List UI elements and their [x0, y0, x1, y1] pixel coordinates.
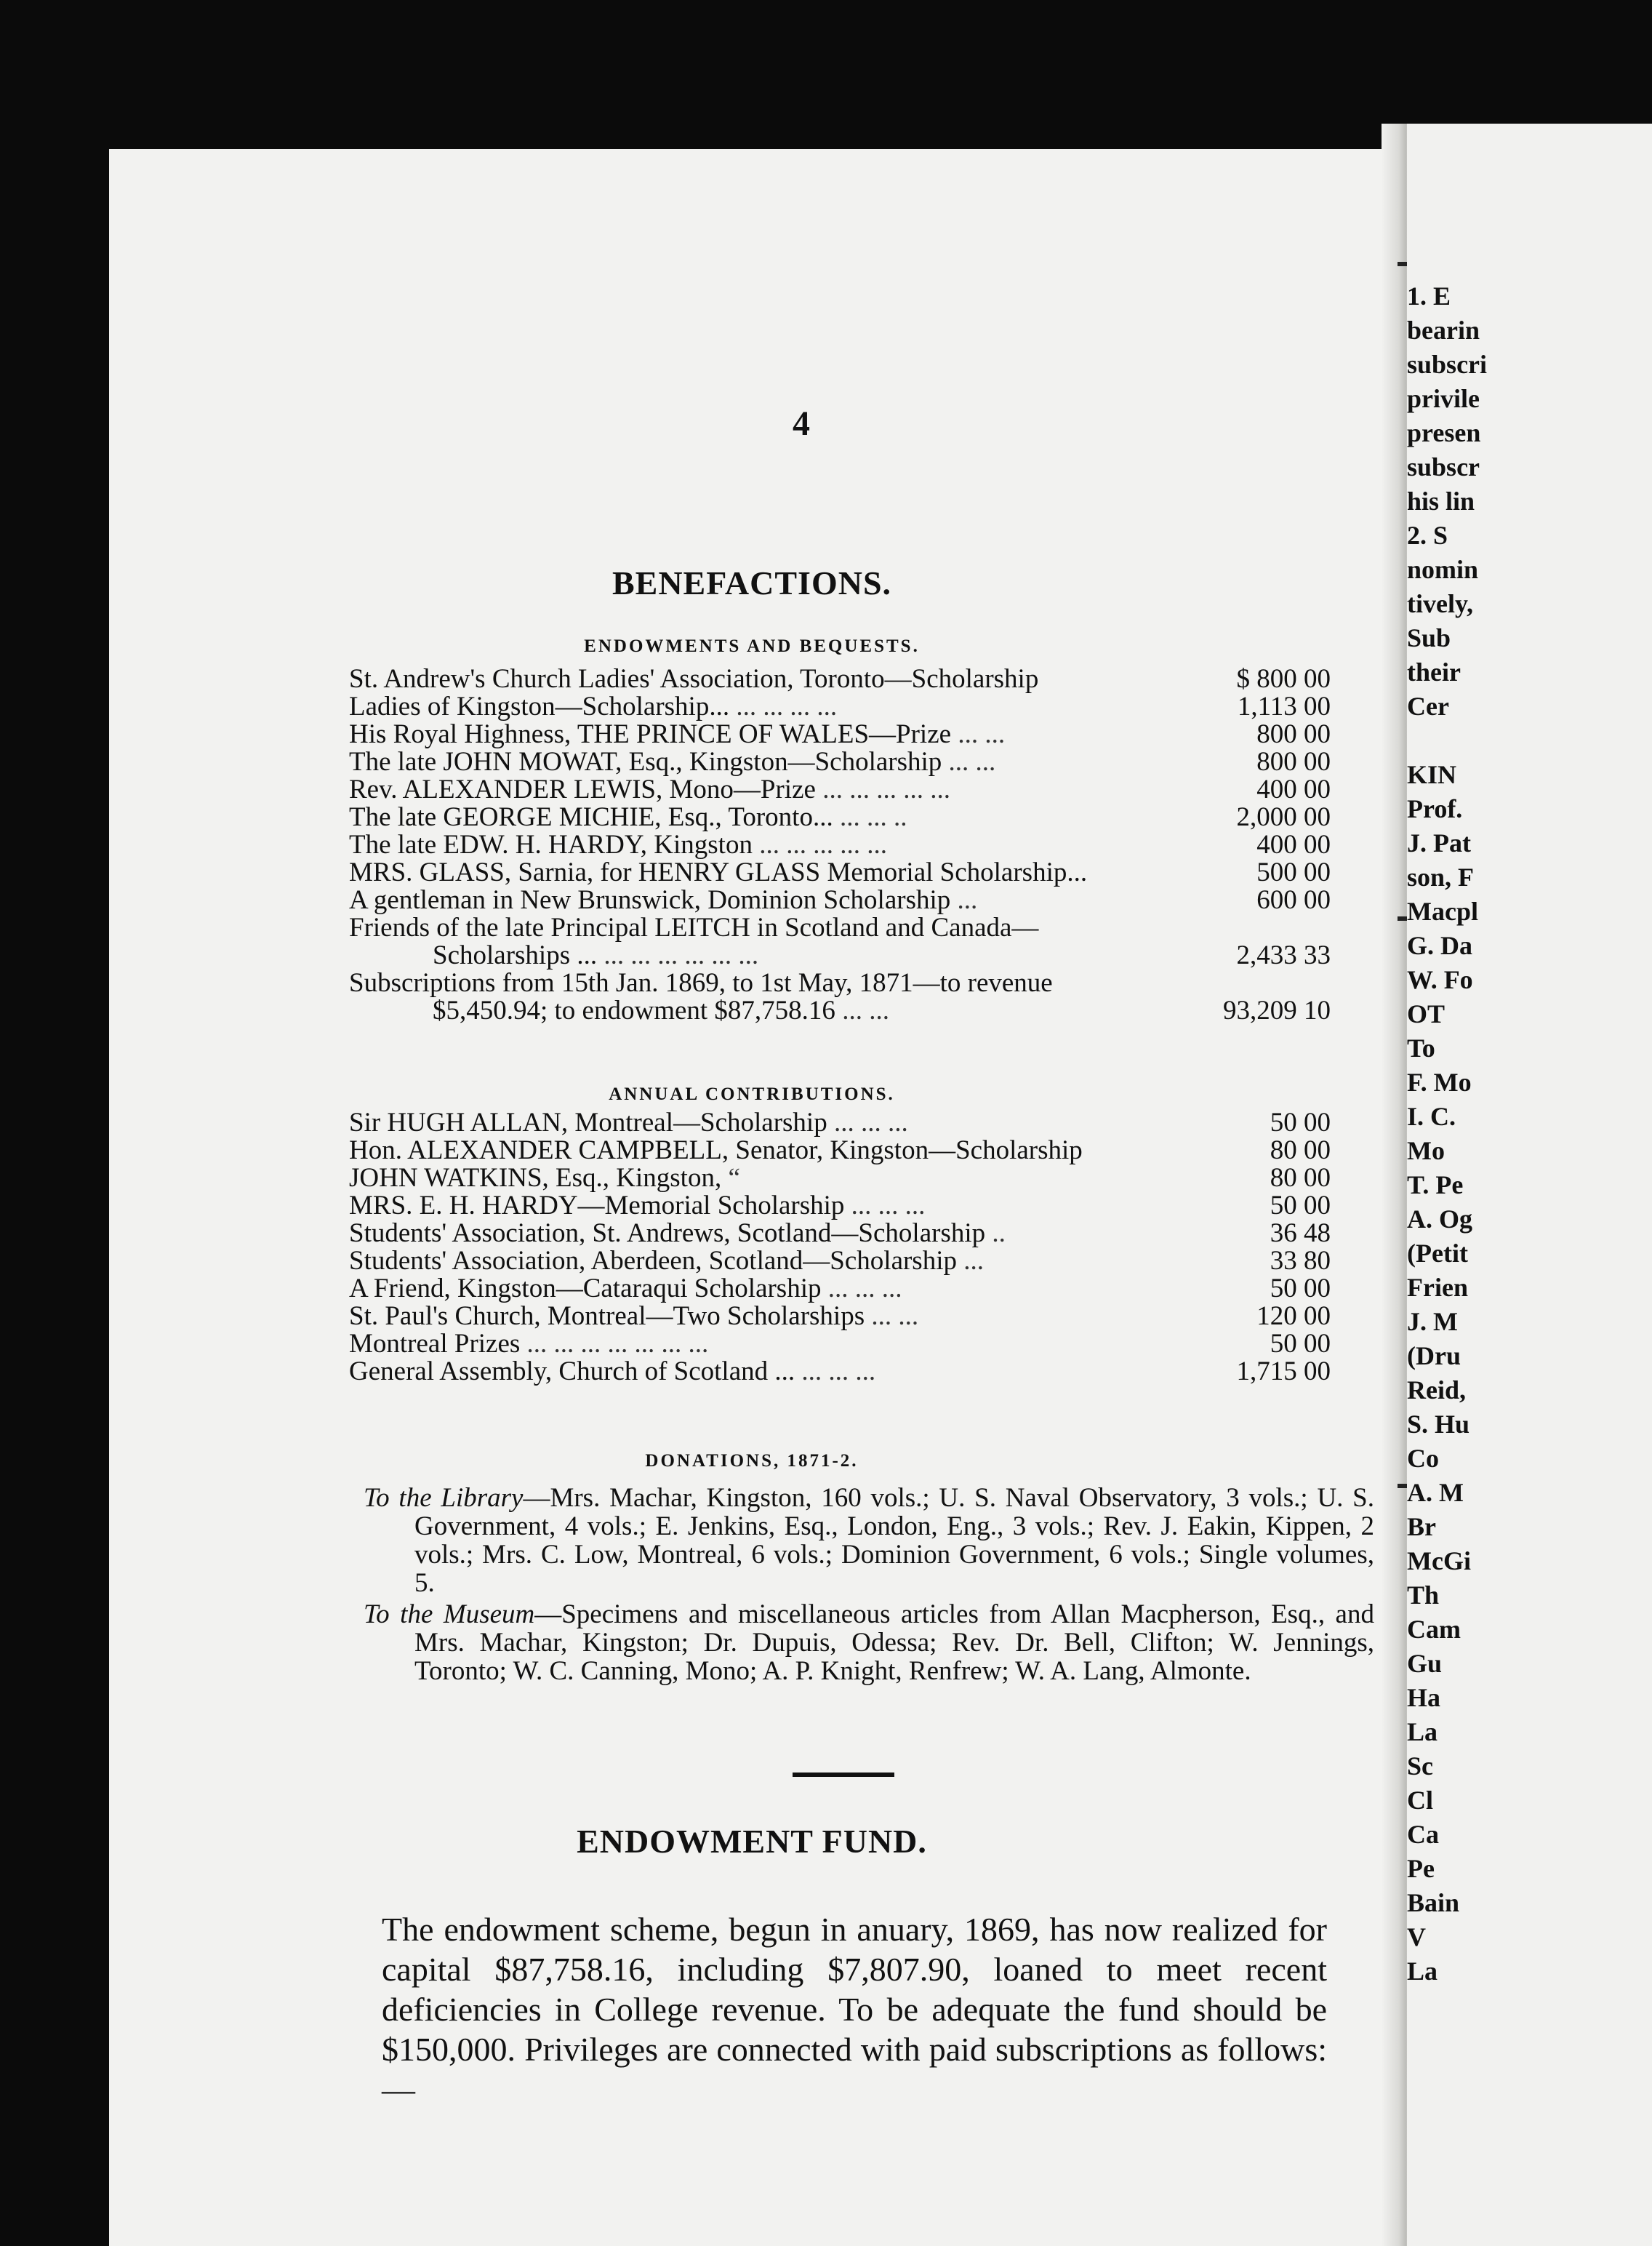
ledger-amount: 120 00 — [1256, 1301, 1331, 1331]
ledger-label: St. Paul's Church, Montreal—Two Scholarships ... ... — [349, 1303, 919, 1330]
facing-page-line: Sc — [1407, 1751, 1433, 1781]
donation-library — [364, 1484, 1374, 1597]
facing-page-line: A. M — [1407, 1478, 1464, 1507]
ledger-leader-dots: ... ... ... — [821, 1275, 902, 1303]
ledger-leader-dots: ... — [950, 887, 978, 914]
ledger-amount: $ 800 00 — [1236, 664, 1331, 694]
facing-page-line: La — [1407, 1717, 1438, 1746]
ledger-leader-dots: ... ... ... ... — [729, 693, 838, 721]
facing-page-line: F. Mo — [1407, 1068, 1472, 1097]
facing-page-line: Gu — [1407, 1649, 1443, 1678]
ledger-label: A gentleman in New Brunswick, Dominion Scholarship ... — [349, 887, 978, 914]
ledger-amount: 80 00 — [1270, 1135, 1331, 1165]
ledger-amount: 93,209 10 — [1223, 996, 1331, 1026]
ledger-label: St. Andrew's Church Ladies' Association, Toronto—Scholarship — [349, 666, 1039, 693]
facing-page-line: To — [1407, 1034, 1435, 1063]
ledger-amount: 800 00 — [1256, 747, 1331, 777]
ledger-row — [349, 914, 1331, 942]
ledger-label: Friends of the late Principal LEITCH in Scotland and Canada— — [349, 914, 1039, 942]
ledger-amount: 50 00 — [1270, 1191, 1331, 1220]
ledger-leader-dots: ... ... — [942, 748, 996, 776]
facing-page-line: KIN — [1407, 760, 1457, 789]
ledger-leader-dots: ... ... ... ... ... ... — [597, 942, 759, 970]
facing-page-line: W. Fo — [1407, 965, 1473, 994]
ledger-label: Sir HUGH ALLAN, Montreal—Scholarship ... ... ... — [349, 1109, 908, 1137]
ledger-amount: 50 00 — [1270, 1329, 1331, 1359]
facing-page-line: J. M — [1407, 1307, 1458, 1336]
ledger-row — [349, 1275, 1331, 1303]
facing-page-line: nomin — [1407, 555, 1479, 584]
ledger-row — [349, 1330, 1331, 1358]
facing-page-line: Macpl — [1407, 897, 1478, 926]
facing-page-line: Br — [1407, 1512, 1436, 1541]
ledger-leader-dots: ... ... — [865, 1303, 919, 1330]
facing-page-line: their — [1407, 658, 1461, 687]
ledger-leader-dots: .. — [985, 1220, 1006, 1247]
ledger-row — [349, 748, 1331, 776]
ledger-label: Ladies of Kingston—Scholarship... ... ... ... ... — [349, 693, 838, 721]
ledger-label: Montreal Prizes ... ... ... ... ... ... ... — [349, 1330, 709, 1358]
ledger-leader-dots: ... ... ... — [795, 1358, 876, 1386]
ledger-amount: 33 80 — [1270, 1246, 1331, 1276]
ledger-amount: 1,715 00 — [1236, 1356, 1331, 1386]
facing-page-line: J. Pat — [1407, 828, 1471, 858]
facing-page-line: McGi — [1407, 1546, 1471, 1575]
facing-page-line: Prof. — [1407, 794, 1463, 823]
facing-page-line: Cam — [1407, 1615, 1461, 1644]
ledger-row — [349, 1303, 1331, 1330]
facing-page-line: Pe — [1407, 1854, 1435, 1883]
ledger-row — [349, 887, 1331, 914]
ledger-row — [349, 1220, 1331, 1247]
ledger-row — [349, 804, 1331, 831]
ledger-leader-dots: ... ... ... ... ... ... ... — [520, 1330, 709, 1358]
donation-lead: To the Library — [364, 1483, 524, 1513]
ledger-leader-dots: ... ... ... — [827, 1109, 908, 1137]
ledger-label: Students' Association, St. Andrews, Scotland—Scholarship .. — [349, 1220, 1006, 1247]
facing-page — [1407, 124, 1652, 2246]
ledger-row — [349, 831, 1331, 859]
facing-page-line: subscri — [1407, 350, 1488, 379]
ledger-row — [349, 1247, 1331, 1275]
facing-page-line: Frien — [1407, 1273, 1468, 1302]
ledger-label: JOHN WATKINS, Esq., Kingston, “ — [349, 1164, 740, 1192]
ledger-leader-dots: ... ... .. — [833, 804, 907, 831]
facing-page-line: V — [1407, 1922, 1426, 1951]
section-divider — [793, 1773, 894, 1777]
facing-page-line: T. Pe — [1407, 1170, 1464, 1199]
facing-page-line: Th — [1407, 1580, 1440, 1610]
donation-text: —Specimens and miscellaneous articles from Allan Macpherson, Esq., and Mrs. Machar, Kingston; Dr. Dupuis, Odessa; Rev. Dr. Bell, Clifton; W. Jennings, Toronto; W. C. Canning, Mono; A. P. Knight, Renfrew; W. A. Lang, Almonte. — [414, 1599, 1374, 1686]
ledger-label: Hon. ALEXANDER CAMPBELL, Senator, Kingston—Scholarship — [349, 1137, 1083, 1164]
facing-page-line: privile — [1407, 384, 1480, 413]
ledger-leader-dots: ... ... ... ... ... — [815, 776, 950, 804]
facing-page-line: his lin — [1407, 487, 1475, 516]
ledger-row — [349, 970, 1331, 997]
ledger-leader-dots: ... ... — [835, 997, 889, 1025]
ledger-label: The late JOHN MOWAT, Esq., Kingston—Scholarship ... ... — [349, 748, 996, 776]
facing-page-line: Reid, — [1407, 1375, 1466, 1404]
ledger-row — [349, 942, 1331, 970]
ledger-row — [349, 693, 1331, 721]
ledger-amount: 400 00 — [1256, 775, 1331, 804]
ledger-row — [349, 1192, 1331, 1220]
ledger-leader-dots: ... ... ... — [844, 1192, 926, 1220]
left-page — [109, 149, 1395, 2246]
ledger-row — [349, 1164, 1331, 1192]
facing-page-line: Bain — [1407, 1888, 1460, 1917]
ledger-amount: 800 00 — [1256, 719, 1331, 749]
ledger-amount: 50 00 — [1270, 1108, 1331, 1138]
facing-page-line: La — [1407, 1957, 1438, 1986]
facing-page-line: Co — [1407, 1444, 1439, 1473]
facing-page-line: Ca — [1407, 1820, 1439, 1849]
ledger-amount: 1,113 00 — [1237, 692, 1331, 722]
ledger-label: Students' Association, Aberdeen, Scotland—Scholarship ... — [349, 1247, 984, 1275]
ledger-row — [349, 776, 1331, 804]
facing-page-line: I. C. — [1407, 1102, 1456, 1131]
facing-page-line: Ha — [1407, 1683, 1441, 1712]
ledger-row — [349, 721, 1331, 748]
ledger-label: The late EDW. H. HARDY, Kingston ... ... ... ... ... — [349, 831, 887, 859]
donation-museum — [364, 1600, 1374, 1685]
ledger-amount: 80 00 — [1270, 1163, 1331, 1193]
donation-text: —Mrs. Machar, Kingston, 160 vols.; U. S. Naval Observatory, 3 vols.; U. S. Government, 4 vols.; E. Jenkins, Esq., London, Eng., 3 vols.; Rev. J. Eakin, Kippen, 2 vols.; Mrs. C. Low, Montreal, 6 vols.; Dominion Government, 6 vols.; Single volumes, 5. — [414, 1483, 1374, 1598]
ledger-label: MRS. E. H. HARDY—Memorial Scholarship ... ... ... — [349, 1192, 926, 1220]
facing-page-line: 2. S — [1407, 521, 1448, 550]
ledger-row — [349, 997, 1331, 1025]
donations-subheading: DONATIONS, 1871-2. — [645, 1451, 859, 1471]
ledger-label: The late GEORGE MICHIE, Esq., Toronto... ... ... .. — [349, 804, 907, 831]
ledger-label: Rev. ALEXANDER LEWIS, Mono—Prize ... ... ... ... ... — [349, 776, 950, 804]
facing-page-line: 1. E — [1407, 281, 1451, 311]
ledger-label: MRS. GLASS, Sarnia, for HENRY GLASS Memorial Scholarship... — [349, 859, 1088, 887]
ledger-amount: 500 00 — [1256, 858, 1331, 887]
facing-page-line: son, F — [1407, 863, 1475, 892]
ledger-label: His Royal Highness, THE PRINCE OF WALES—Prize ... ... — [349, 721, 1006, 748]
benefactions-heading: BENEFACTIONS. — [612, 564, 892, 602]
facing-page-line: Cer — [1407, 692, 1449, 721]
facing-page-line: Sub — [1407, 623, 1451, 652]
facing-page-line: presen — [1407, 418, 1481, 447]
ledger-row — [349, 1358, 1331, 1386]
ledger-amount: 2,000 00 — [1236, 802, 1331, 832]
ledger-row — [349, 1137, 1331, 1164]
ledger-label: A Friend, Kingston—Cataraqui Scholarship ... ... ... — [349, 1275, 902, 1303]
ledger-label: Scholarships ... ... ... ... ... ... ... — [433, 942, 759, 970]
ledger-amount: 400 00 — [1256, 830, 1331, 860]
ledger-leader-dots: “ — [721, 1164, 740, 1192]
endowments-subheading: ENDOWMENTS AND BEQUESTS. — [584, 636, 920, 656]
facing-page-line: Cl — [1407, 1786, 1433, 1815]
facing-page-line: tively, — [1407, 589, 1473, 618]
ledger-row — [349, 1109, 1331, 1137]
ledger-label: General Assembly, Church of Scotland ... ... ... ... — [349, 1358, 876, 1386]
ledger-leader-dots: ... — [957, 1247, 984, 1275]
endowment-fund-paragraph: The endowment scheme, begun in anuary, 1869, has now realized for capital $87,758.16, including $7,807.90, loaned to meet recent deficiencies in College revenue. To be adequate the fund should be $150,000. Privileges are connected with paid subscriptions as follows:— — [382, 1911, 1327, 2108]
ledger-amount: 36 48 — [1270, 1218, 1331, 1248]
ledger-amount: 600 00 — [1256, 885, 1331, 915]
ledger-amount: 2,433 33 — [1236, 940, 1331, 970]
endowments-list — [349, 666, 1331, 1025]
facing-page-text — [1407, 280, 1652, 1989]
page-number: 4 — [793, 404, 810, 443]
facing-page-line: Mo — [1407, 1136, 1445, 1165]
ledger-label: $5,450.94; to endowment $87,758.16 ... ... — [433, 997, 889, 1025]
facing-page-line: OT — [1407, 999, 1446, 1028]
facing-page-line: G. Da — [1407, 931, 1472, 960]
donation-lead: To the Museum — [364, 1599, 535, 1629]
facing-page-line: subscr — [1407, 452, 1480, 481]
annual-subheading: ANNUAL CONTRIBUTIONS. — [609, 1084, 895, 1104]
facing-page-line: bearin — [1407, 316, 1480, 345]
ledger-label: Subscriptions from 15th Jan. 1869, to 1st May, 1871—to revenue — [349, 970, 1053, 997]
facing-page-line: (Dru — [1407, 1341, 1461, 1370]
ledger-leader-dots: ... ... ... ... ... — [752, 831, 887, 859]
ledger-row — [349, 666, 1331, 693]
ledger-amount: 50 00 — [1270, 1274, 1331, 1303]
ledger-leader-dots: ... ... — [951, 721, 1006, 748]
facing-page-line — [1407, 724, 1652, 759]
facing-page-line: A. Og — [1407, 1204, 1472, 1234]
facing-page-line: S. Hu — [1407, 1410, 1470, 1439]
endowment-fund-heading: ENDOWMENT FUND. — [577, 1823, 927, 1860]
ledger-row — [349, 859, 1331, 887]
annual-list — [349, 1109, 1331, 1386]
facing-page-line: (Petit — [1407, 1239, 1468, 1268]
